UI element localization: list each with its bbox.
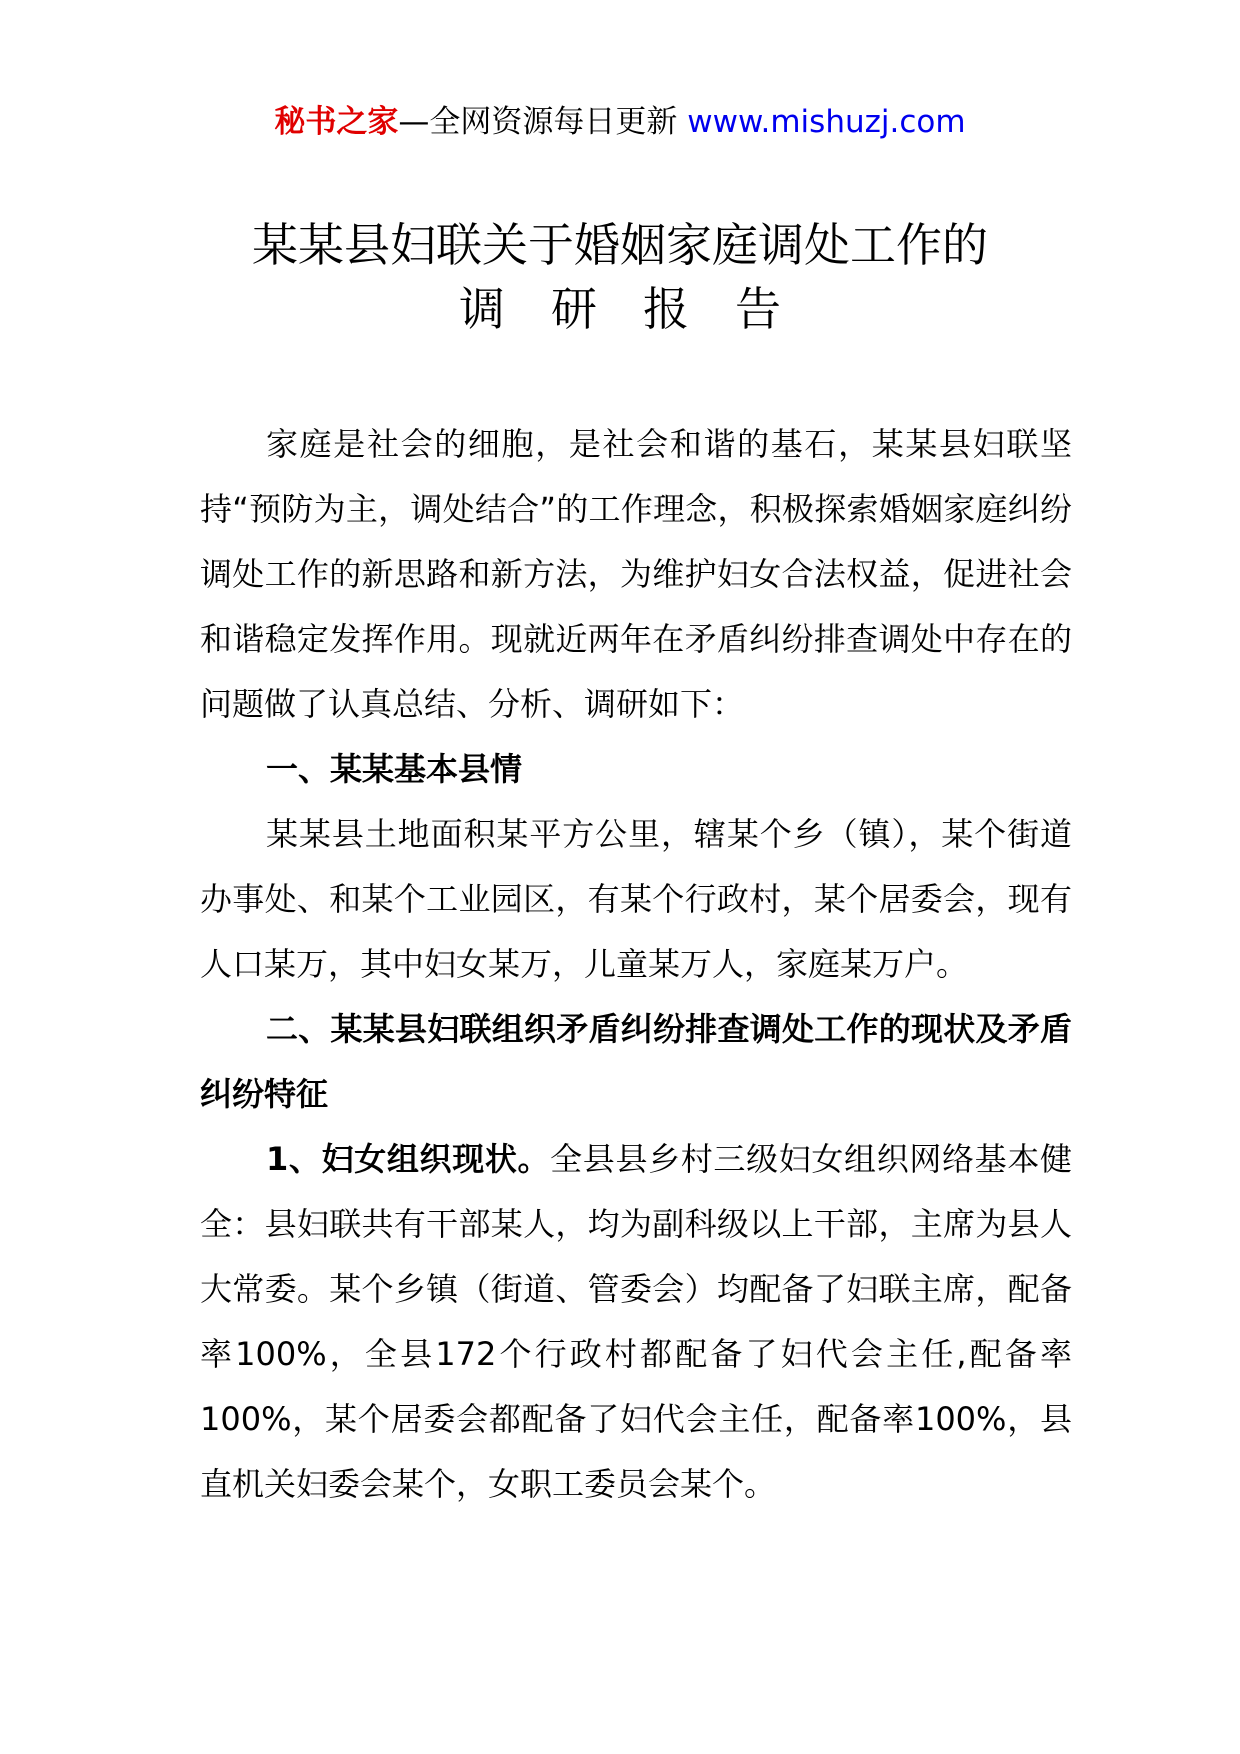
- document-title-line-2: 调研报告: [459, 282, 827, 336]
- section-1-paragraph: 某某县土地面积某平方公里，辖某个乡（镇），某个街道办事处、和某个工业园区，有某个行政村，某个居委会，现有人口某万，其中妇女某万，儿童某万人，家庭某万户。: [200, 815, 1072, 983]
- item-1-lead: 1、妇女组织现状。: [266, 1140, 551, 1178]
- site-slogan: —全网资源每日更新: [398, 104, 678, 140]
- section-2-heading: 二、某某县妇联组织矛盾纠纷排查调处工作的现状及矛盾纠纷特征: [200, 1010, 1072, 1113]
- item-1-text: 全县县乡村三级妇女组织网络基本健全：县妇联共有干部某人，均为副科级以上干部，主席为县人大常委。某个乡镇（街道、管委会）均配备了妇联主席，配备率100%，全县172个行政村都配备了妇代会主任,配备率100%，某个居委会都配备了妇代会主任，配备率100%，县直机关妇委会某个，女职工委员会某个。: [200, 1140, 1072, 1503]
- document-title-line-1: 某某县妇联关于婚姻家庭调处工作的: [252, 218, 988, 272]
- brand-name: 秘书之家: [274, 104, 399, 140]
- section-1-heading: 一、某某基本县情: [266, 750, 523, 788]
- intro-paragraph: 家庭是社会的细胞，是社会和谐的基石，某某县妇联坚持“预防为主，调处结合”的工作理念，积极探索婚姻家庭纠纷调处工作的新思路和新方法，为维护妇女合法权益，促进社会和谐稳定发挥作用。现就近两年在矛盾纠纷排查调处中存在的问题做了认真总结、分析、调研如下：: [200, 425, 1072, 723]
- site-url-link[interactable]: www.mishuzj.com: [687, 104, 966, 140]
- site-header: [0, 100, 1240, 144]
- item-1-paragraph: [200, 1127, 1072, 1517]
- document-body: [200, 412, 1072, 1517]
